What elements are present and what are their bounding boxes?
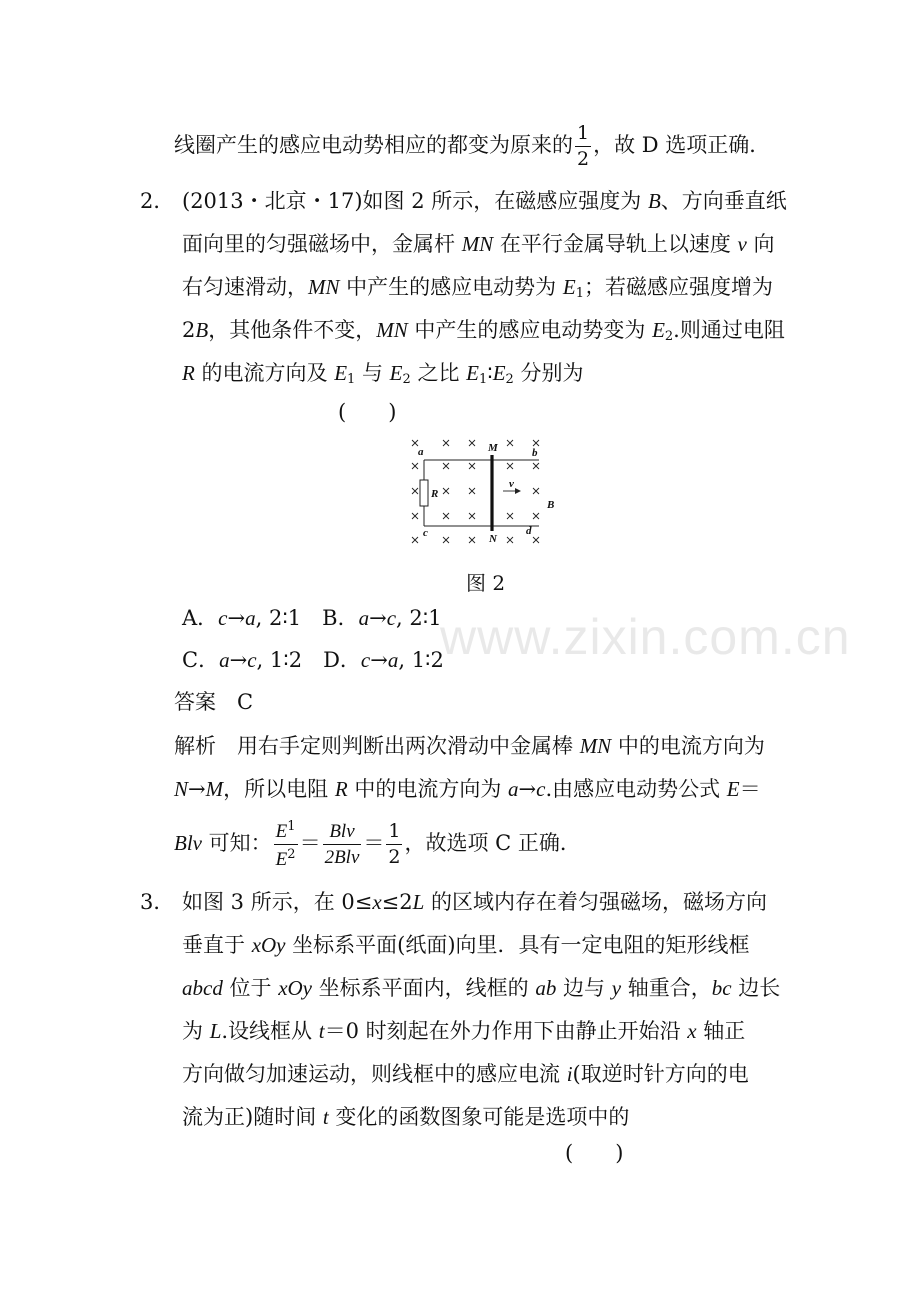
- fraction-half-2: $\frac{1}{2}$: [388, 820, 401, 868]
- cross-mark: [507, 463, 513, 469]
- q3-line-1: 如图 3 所示，在 0≤x≤2L 的区域内存在着匀强磁场，磁场方向: [182, 890, 768, 914]
- cross-mark: [533, 537, 539, 543]
- option-a: A．c→a, 2∶1: [182, 606, 302, 630]
- cross-mark: [412, 463, 418, 469]
- label-b-field: B: [547, 499, 555, 511]
- fraction-half: $\frac{1}{2}$: [577, 122, 590, 170]
- q2-number: 2．: [140, 189, 175, 213]
- cross-mark: [443, 440, 449, 446]
- cross-mark: [443, 537, 449, 543]
- q2-answer: [174, 692, 253, 713]
- figure-2-circuit: [405, 436, 565, 551]
- cross-mark: [533, 513, 539, 519]
- q3-line-5: 方向做匀加速运动，则线框中的感应电流 i(取逆时针方向的电: [182, 1062, 749, 1086]
- q3-line-4: 为 L.设线框从 t＝0 时刻起在外力作用下由静止开始沿 x 轴正: [182, 1019, 746, 1043]
- option-b: B．a→c, 2∶1: [322, 606, 442, 630]
- q3-answer-bracket: ( ): [565, 1141, 624, 1165]
- velocity-arrowhead: [515, 488, 521, 494]
- fraction-blv: $\frac{\text{Blv}}{\text{2Blv}}$: [324, 821, 360, 868]
- q2-line-2: 面向里的匀强磁场中，金属杆 MN 在平行金属导轨上以速度 v 向: [182, 232, 775, 256]
- label-c: c: [423, 527, 428, 539]
- label-a: a: [418, 446, 424, 458]
- q2-explanation-1: 解析 用右手定则判断出两次滑动中金属棒 MN 中的电流方向为: [174, 734, 765, 758]
- option-d: D．c→a, 1∶2: [323, 648, 444, 672]
- q2-line-1: (2013・北京・17)如图 2 所示，在磁感应强度为 B、方向垂直纸: [182, 189, 787, 213]
- cross-mark: [412, 513, 418, 519]
- q2-line-5: R 的电流方向及 $E_1$ 与 $E_2$ 之比 $E_1∶E_2$ 分别为: [182, 361, 584, 387]
- label-v: v: [509, 478, 514, 490]
- cross-mark: [443, 513, 449, 519]
- label-d: d: [526, 525, 532, 537]
- q3-line-2: 垂直于 xOy 坐标系平面(纸面)向里．具有一定电阻的矩形线框: [182, 933, 750, 957]
- cross-mark: [412, 537, 418, 543]
- figure-2-caption: 图 2: [466, 571, 506, 595]
- q2-line-4: 2B，其他条件不变，MN 中产生的感应电动势变为 $E_2$.则通过电阻: [182, 318, 785, 344]
- label-b: b: [532, 447, 538, 459]
- label-m: M: [488, 442, 498, 454]
- cross-mark: [469, 537, 475, 543]
- cross-mark: [469, 488, 475, 494]
- cross-mark: [443, 463, 449, 469]
- label-r: R: [431, 488, 439, 500]
- answer-label: 答案: [174, 690, 216, 714]
- cross-mark: [507, 513, 513, 519]
- q2-explanation-2: N→M，所以电阻 R 中的电流方向为 a→c.由感应电动势公式 E＝: [174, 777, 761, 801]
- cross-mark: [443, 488, 449, 494]
- watermark: www.zixin.com.cn: [440, 609, 851, 665]
- q2-line-3: 右匀速滑动，MN 中产生的感应电动势为 $E_1$；若磁感应强度增为: [182, 275, 773, 301]
- label-n: N: [489, 533, 497, 545]
- cross-mark: [533, 488, 539, 494]
- top-line: 线圈产生的感应电动势相应的都变为原来的 $\frac{1}{2}$ ，故 D 选项正确．: [174, 122, 771, 170]
- q2-answer-bracket: ( ): [338, 400, 397, 424]
- cross-mark: [469, 513, 475, 519]
- q2-explanation-3: Blv 可知： $\frac{E^1}{E^2}$ ＝ $\frac{\text{Blv}}{\text{2Blv}}$ ＝ $\frac{1}{2}$ ，故选项 C 正确．: [174, 819, 581, 870]
- q3-line-3: abcd 位于 xOy 坐标系平面内，线框的 ab 边与 y 轴重合，bc 边长: [182, 976, 781, 1000]
- cross-mark: [412, 488, 418, 494]
- q2-options-cd: [182, 650, 444, 671]
- option-c: C．a→c, 1∶2: [182, 648, 303, 672]
- resistor: [420, 480, 428, 506]
- q3-number: 3．: [140, 890, 175, 914]
- answer-value: C: [237, 690, 254, 714]
- cross-mark: [469, 440, 475, 446]
- cross-mark: [469, 463, 475, 469]
- cross-mark: [507, 537, 513, 543]
- q2-options-ab: [182, 608, 442, 629]
- fraction-e1-e2: $\frac{E^1}{E^2}$: [275, 819, 296, 870]
- cross-mark: [533, 440, 539, 446]
- cross-mark: [507, 440, 513, 446]
- cross-mark: [533, 463, 539, 469]
- q3-line-6: 流为正)随时间 t 变化的函数图象可能是选项中的: [182, 1105, 630, 1129]
